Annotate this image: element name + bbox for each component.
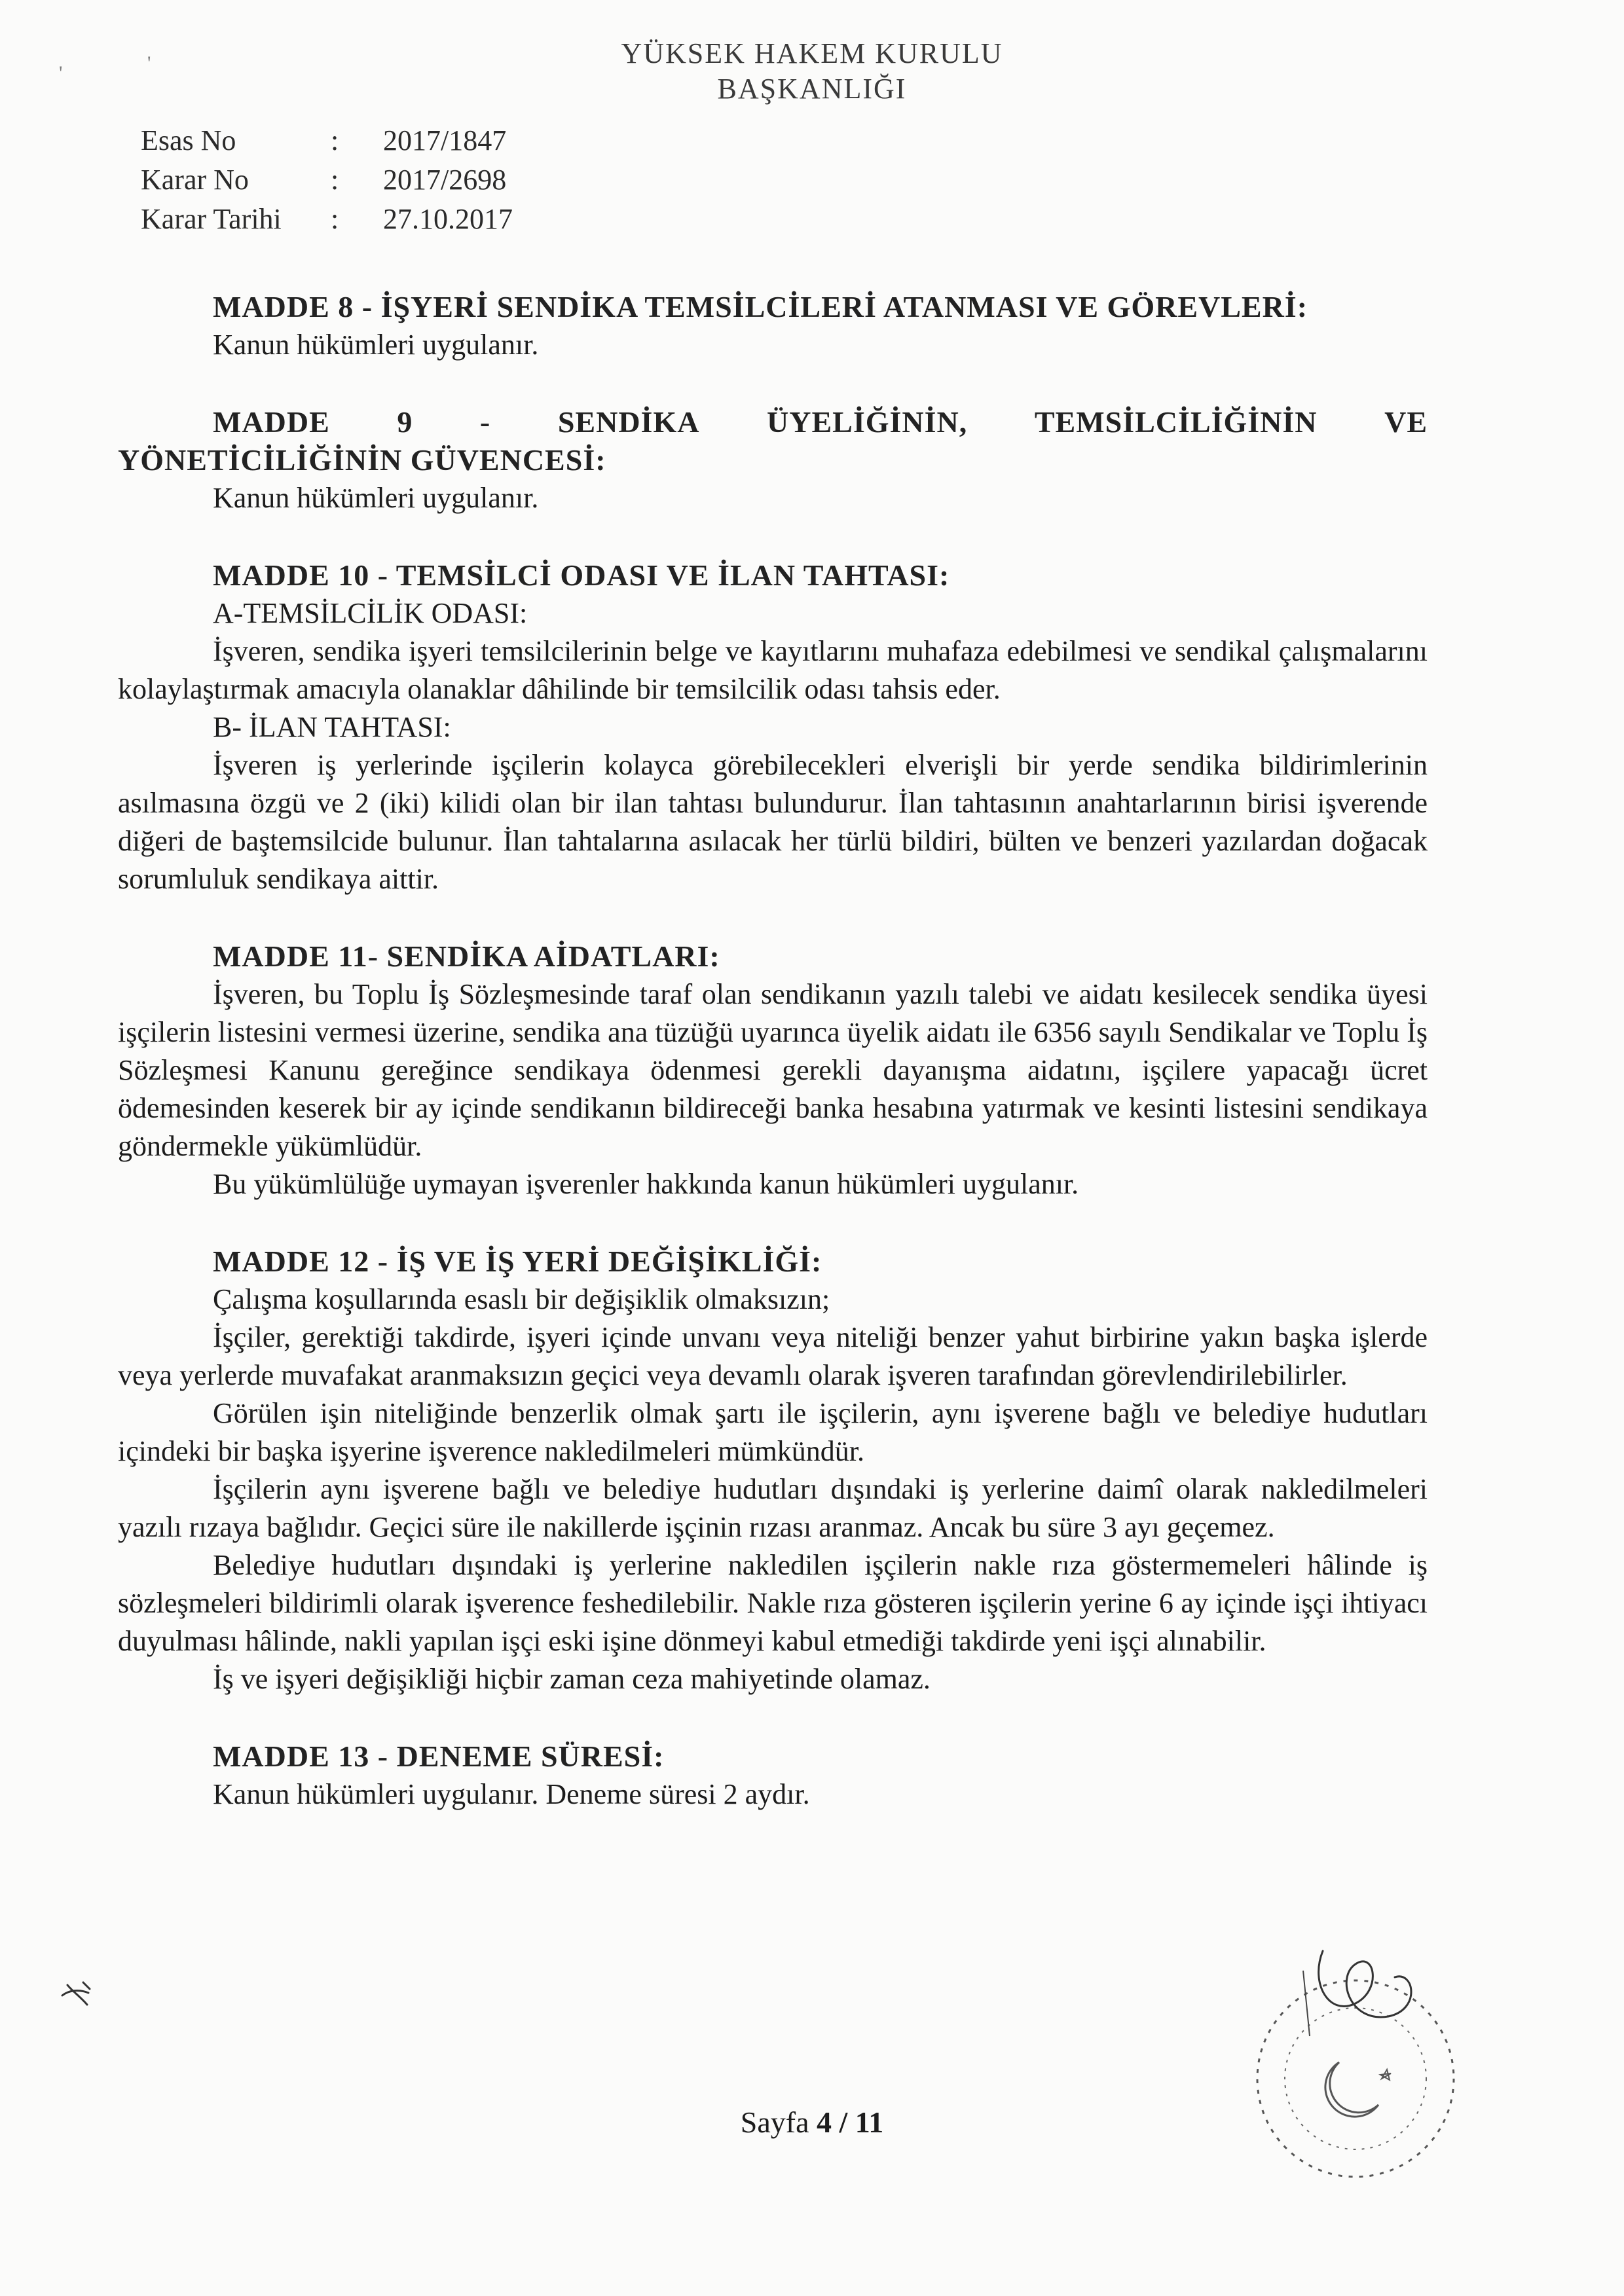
meta-colon: : [331,124,339,156]
meta-karar-row [141,160,513,200]
article-10 [118,556,1428,898]
article-13-text: Kanun hükümleri uygulanır. Deneme süresi 2 aydır. [213,1778,810,1810]
meta-colon: : [331,164,339,196]
article-9-heading-line-1 [213,403,1428,441]
article-11 [118,938,1428,1203]
meta-tarih-row [141,200,513,239]
scan-speck: ' [59,62,63,84]
scan-speck: ' [147,52,151,74]
article-10-sub-a: A-TEMSİLCİLİK ODASI: [213,597,528,629]
karar-label: Karar No [141,164,249,196]
article-9-word: TEMSİLCİLİĞİNİN [1034,405,1318,439]
article-9-word: MADDE [213,405,330,439]
article-12-para-4: Belediye hudutları dışındaki iş yerlerine nakledilen işçilerin nakle rıza göstermemeleri hâlinde iş sözleşmeleri bildirimli olarak işverence feshedilebilir. Nakle rıza gösteren işçilerin yerine 6 ay içinde işçi ihtiyacı duyulması hâlinde, nakli yapılan işçi eski işine dönmeyi kabul etmediği takdirde yeni işçi alınabilir. [118,1549,1428,1657]
article-11-para-2: Bu yükümlülüğe uymayan işverenler hakkında kanun hükümleri uygulanır. [213,1168,1079,1200]
case-meta [141,121,513,239]
article-9-word: VE [1384,405,1428,439]
article-9 [118,403,1428,517]
document-body [118,288,1428,1853]
official-seal-icon [1225,1925,1486,2200]
article-11-para-1: İşveren, bu Toplu İş Sözleşmesinde taraf olan sendikanın yazılı talebi ve aidatı kesilecek sendika üyesi işçilerin listesini vermesi üzerine, sendika ana tüzüğü uyarınca üyelik aidatı ile 6356 sayılı Sendikalar ve Toplu İş Sözleşmesi Kanunu gereğince sendikaya ödenmesi gerekli dayanışma aidatını, işçilere yapacağı ücret ödemesinden keserek bir ay içinde sendikanın bildireceği banka hesabına yatırmak ve kesinti listesini sendikaya göndermekle yükümlüdür. [118,978,1428,1162]
page-label: Sayfa [740,2105,809,2139]
article-10-sub-b: B- İLAN TAHTASI: [213,711,451,743]
article-9-word: ÜYELİĞİNİN, [767,405,968,439]
institution-header [0,36,1624,107]
tarih-value: 27.10.2017 [383,203,513,235]
article-12-line-1: Çalışma koşullarında esaslı bir değişiklik olmaksızın; [213,1283,830,1315]
article-12-para-1: İşçiler, gerektiği takdirde, işyeri içinde unvanı veya niteliği benzer yahut birbirine yakın başka işlerde veya yerlerde muvafakat aranmaksızın geçici veya devamlı olarak işveren tarafından görevlendirilebilirler. [118,1321,1428,1391]
article-10-heading: MADDE 10 - TEMSİLCİ ODASI VE İLAN TAHTASI: [213,558,950,592]
page-value: 4 / 11 [817,2105,884,2139]
article-9-word: 9 [397,405,413,439]
esas-value: 2017/1847 [383,124,507,156]
initial-mark-icon [56,1971,101,2010]
article-9-heading-line-2: YÖNETİCİLİĞİNİN GÜVENCESİ: [118,443,606,477]
article-13 [118,1738,1428,1813]
article-12-para-5: İş ve işyeri değişikliği hiçbir zaman ceza mahiyetinde olamaz. [213,1663,931,1695]
article-10-para-b: İşveren iş yerlerinde işçilerin kolayca görebilecekleri elverişli bir yerde sendika bildirimlerinin asılmasına özgü ve 2 (iki) kilidi olan bir ilan tahtası bulundurur. İlan tahtasının anahtarlarının birisi işverende diğeri de baştemsilcide bulunur. İlan tahtalarına asılacak her türlü bildiri, bülten ve benzeri yazılardan doğacak sorumluluk sendikaya aittir. [118,749,1428,895]
karar-value: 2017/2698 [383,164,507,196]
article-9-word: SENDİKA [557,405,700,439]
article-12-heading: MADDE 12 - İŞ VE İŞ YERİ DEĞİŞİKLİĞİ: [213,1245,822,1278]
article-8-text: Kanun hükümleri uygulanır. [213,329,539,361]
article-9-word: - [479,405,491,439]
article-8 [118,288,1428,364]
article-12-para-2: Görülen işin niteliğinde benzerlik olmak şartı ile işçilerin, aynı işverene bağlı ve belediye hudutları içindeki bir başka işyerine işverence nakledilmeleri mümkündür. [118,1397,1428,1467]
meta-colon: : [331,203,339,235]
article-13-heading: MADDE 13 - DENEME SÜRESİ: [213,1740,665,1773]
article-8-heading: MADDE 8 - İŞYERİ SENDİKA TEMSİLCİLERİ ATANMASI VE GÖREVLERİ: [213,290,1308,323]
header-line-2: BAŞKANLIĞI [717,73,907,105]
meta-esas-row [141,121,513,160]
article-12-para-3: İşçilerin aynı işverene bağlı ve belediye hudutları dışındaki iş yerlerine daimî olarak nakledilmeleri yazılı rızaya bağlıdır. Geçici süre ile nakillerde işçinin rızası aranmaz. Ancak bu süre 3 ayı geçemez. [118,1473,1428,1543]
article-9-text: Kanun hükümleri uygulanır. [213,482,539,514]
article-12 [118,1243,1428,1698]
esas-label: Esas No [141,124,236,156]
article-11-heading: MADDE 11- SENDİKA AİDATLARI: [213,939,720,973]
article-10-para-a: İşveren, sendika işyeri temsilcilerinin belge ve kayıtlarını muhafaza edebilmesi ve sendikal çalışmalarını kolaylaştırmak amacıyla olanaklar dâhilinde bir temsilcilik odası tahsis eder. [118,635,1428,705]
header-line-1: YÜKSEK HAKEM KURULU [621,37,1003,69]
tarih-label: Karar Tarihi [141,203,282,235]
